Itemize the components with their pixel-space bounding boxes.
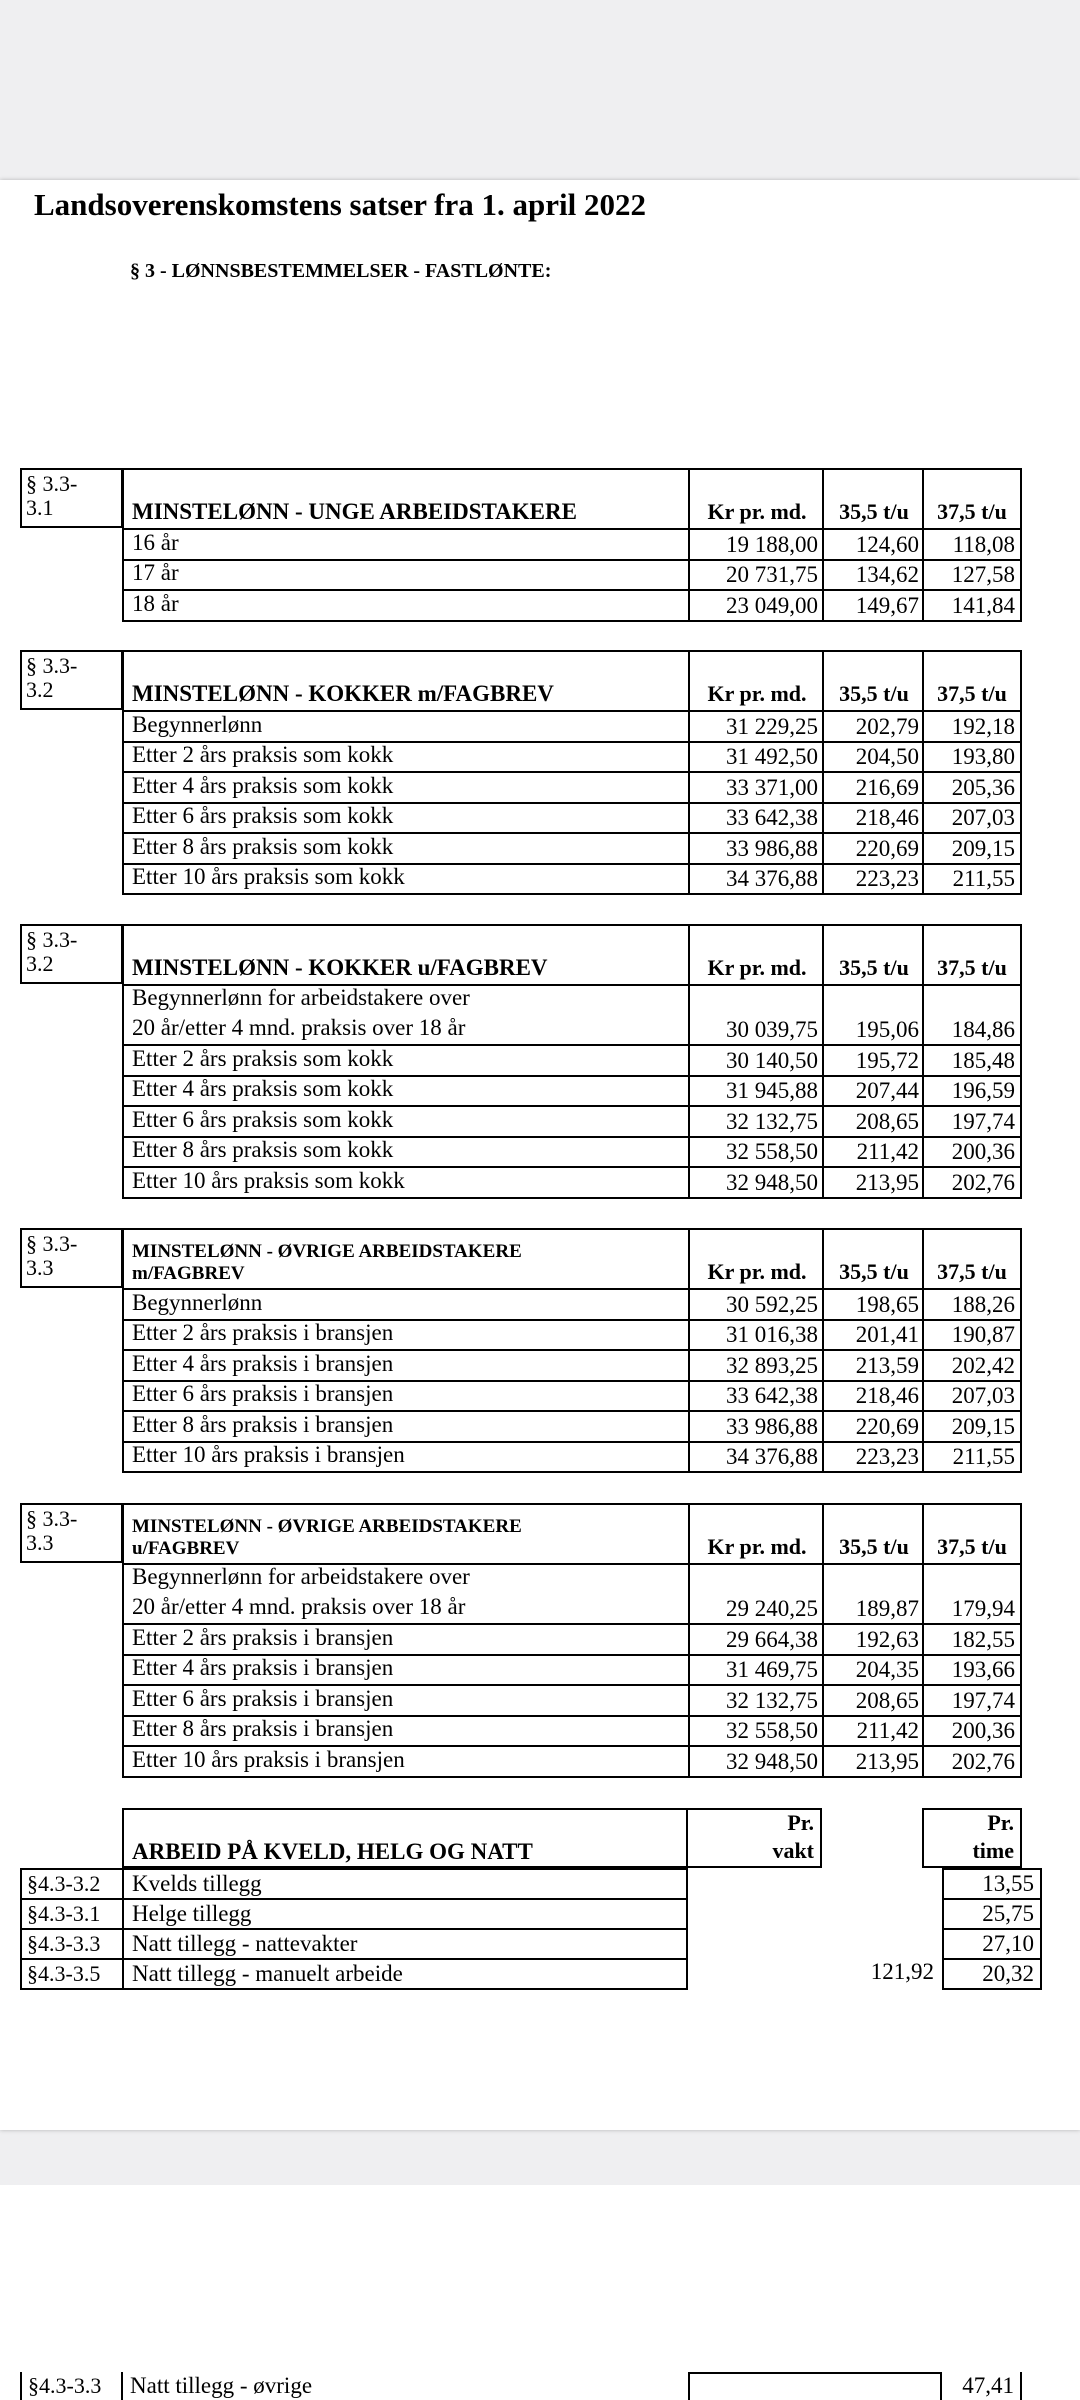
value-month: 32 948,50: [726, 1748, 818, 1774]
value-month: 31 016,38: [726, 1322, 818, 1347]
salary-table: [122, 468, 1022, 622]
night-table-row: [20, 1898, 1034, 1928]
section-number: § 3.3- 3.3: [20, 1503, 123, 1563]
table-header-row: [124, 1230, 1020, 1290]
row-label: Etter 6 års praksis som kokk: [132, 1106, 394, 1132]
row-label: 17 år: [132, 560, 179, 585]
table-row: [124, 1075, 1020, 1108]
value-month: 33 371,00: [726, 774, 818, 800]
value-37-5: 200,36: [951, 1718, 1015, 1743]
value-month: 33 986,88: [726, 1413, 818, 1439]
table-row: [124, 1684, 1020, 1717]
section-number: § 3.3- 3.2: [20, 650, 123, 710]
table-row: [124, 1349, 1020, 1382]
table-header-row: [124, 470, 1020, 530]
value-37-5: 196,59: [951, 1078, 1015, 1103]
table-title: MINSTELØNN - UNGE ARBEIDSTAKERE: [132, 499, 577, 524]
table-row: [124, 528, 1020, 561]
table-row: [124, 1654, 1020, 1687]
value-37-5: 197,74: [951, 1108, 1015, 1134]
value-month: 33 642,38: [726, 805, 818, 830]
col-header-35-5: 35,5 t/u: [839, 955, 909, 980]
value-month: 20 731,75: [726, 562, 818, 587]
value-month: 32 132,75: [726, 1108, 818, 1134]
value-35-5: 204,50: [855, 744, 919, 769]
night-row-per-hour: 20,32: [942, 1958, 1042, 1990]
value-35-5: 198,65: [855, 1291, 919, 1317]
value-35-5: 211,42: [856, 1139, 919, 1164]
row-label: Etter 10 års praksis i bransjen: [132, 1442, 405, 1467]
section-number: § 3.3- 3.1: [20, 468, 123, 528]
section-number: § 3.3- 3.3: [20, 1228, 123, 1288]
night-row-per-hour: 13,55: [942, 1868, 1042, 1898]
row-label: Etter 6 års praksis i bransjen: [132, 1685, 394, 1711]
col-header-35-5: 35,5 t/u: [839, 681, 909, 706]
salary-table: [122, 924, 1022, 1199]
row-label: 16 år: [132, 529, 179, 555]
value-month: 33 642,38: [726, 1383, 818, 1408]
row-label: Begynnerlønn: [132, 711, 263, 737]
table-title: MINSTELØNN - ØVRIGE ARBEIDSTAKERE m/FAGBREV: [132, 1241, 522, 1284]
value-37-5: 179,94: [951, 1596, 1015, 1621]
value-month: 30 592,25: [726, 1291, 818, 1317]
table-header-row: [124, 652, 1020, 712]
row-label: Etter 4 års praksis i bransjen: [132, 1350, 394, 1376]
col-header-35-5: 35,5 t/u: [839, 1534, 909, 1559]
value-month: 29 240,25: [726, 1596, 818, 1621]
night-row-code: §4.3-3.3: [20, 1928, 124, 1958]
value-35-5: 213,59: [855, 1352, 919, 1378]
col-header-37-5: 37,5 t/u: [937, 499, 1007, 524]
value-35-5: 220,69: [855, 1413, 919, 1439]
night-row-per-shift: [688, 1898, 942, 1928]
value-35-5: 195,06: [855, 1017, 919, 1042]
value-37-5: 205,36: [951, 774, 1015, 800]
value-37-5: 190,87: [951, 1322, 1015, 1347]
document-page-2: [0, 2185, 1080, 2400]
col-header-per-shift: Pr. vakt: [772, 1810, 814, 1863]
value-35-5: 216,69: [855, 774, 919, 800]
value-37-5: 209,15: [951, 835, 1015, 861]
row-label: Etter 8 års praksis som kokk: [132, 1137, 394, 1162]
col-header-month: Kr pr. md.: [707, 681, 807, 706]
night-row-per-shift: [688, 1868, 942, 1898]
value-month: 32 558,50: [726, 1139, 818, 1164]
value-37-5: 127,58: [951, 562, 1015, 587]
value-month: 23 049,00: [726, 592, 818, 618]
value-35-5: 218,46: [855, 805, 919, 830]
value-month: 32 558,50: [726, 1718, 818, 1743]
table-row: [124, 1288, 1020, 1321]
col-header-37-5: 37,5 t/u: [937, 1259, 1007, 1284]
night-table-row: [20, 1928, 1034, 1958]
col-header-37-5: 37,5 t/u: [937, 1534, 1007, 1559]
value-month: 33 986,88: [726, 835, 818, 861]
value-35-5: 149,67: [855, 592, 919, 618]
col-header-37-5: 37,5 t/u: [937, 955, 1007, 980]
value-month: 29 664,38: [726, 1626, 818, 1652]
value-37-5: 207,03: [951, 805, 1015, 830]
value-35-5: 207,44: [855, 1078, 919, 1103]
value-month: 34 376,88: [726, 1444, 818, 1469]
night-row-label: Kvelds tillegg: [122, 1868, 688, 1898]
row-label: Etter 6 års praksis i bransjen: [132, 1381, 394, 1406]
table-row: [124, 1410, 1020, 1443]
value-35-5: 213,95: [855, 1169, 919, 1195]
table-row: [124, 984, 1020, 1046]
table-row: [124, 589, 1020, 620]
night-row-per-hour: 25,75: [942, 1898, 1042, 1928]
col-header-35-5: 35,5 t/u: [839, 499, 909, 524]
table-row: [124, 1745, 1020, 1776]
value-37-5: 118,08: [952, 531, 1015, 557]
row-label: Etter 4 års praksis som kokk: [132, 772, 394, 798]
value-37-5: 197,74: [951, 1687, 1015, 1713]
value-35-5: 220,69: [855, 835, 919, 861]
value-37-5: 188,26: [951, 1291, 1015, 1317]
table-row: [124, 559, 1020, 592]
value-month: 34 376,88: [726, 866, 818, 891]
value-37-5: 182,55: [951, 1626, 1015, 1652]
value-month: 31 229,25: [726, 713, 818, 739]
row-label: Begynnerlønn for arbeidstakere over 20 år/etter 4 mnd. praksis over 18 år: [132, 1564, 470, 1619]
table-row: [124, 1136, 1020, 1169]
table-row: [124, 741, 1020, 774]
value-35-5: 134,62: [855, 562, 919, 587]
night-row-label: Natt tillegg - nattevakter: [122, 1928, 688, 1958]
value-month: 30 140,50: [726, 1047, 818, 1073]
col-header-month: Kr pr. md.: [707, 499, 807, 524]
table-row: [124, 1715, 1020, 1748]
col-header-37-5: 37,5 t/u: [937, 681, 1007, 706]
value-37-5: 193,66: [951, 1657, 1015, 1682]
col-header-month: Kr pr. md.: [707, 1259, 807, 1284]
table-title: MINSTELØNN - KOKKER m/FAGBREV: [132, 681, 554, 706]
value-37-5: 184,86: [951, 1017, 1015, 1042]
value-35-5: 192,63: [855, 1626, 919, 1652]
value-37-5: 202,76: [951, 1748, 1015, 1774]
value-35-5: 204,35: [855, 1657, 919, 1682]
table-row: [124, 1319, 1020, 1352]
table-row: [124, 1441, 1020, 1472]
table-row: [124, 710, 1020, 743]
table-row: [124, 832, 1020, 865]
value-35-5: 189,87: [855, 1596, 919, 1621]
value-35-5: 223,23: [855, 1444, 919, 1469]
row-label: Begynnerlønn for arbeidstakere over 20 år/etter 4 mnd. praksis over 18 år: [132, 985, 470, 1040]
row-label: Etter 2 års praksis som kokk: [132, 1045, 394, 1071]
value-35-5: 201,41: [855, 1322, 919, 1347]
value-month: 32 893,25: [726, 1352, 818, 1378]
night-row-per-hour: 27,10: [942, 1928, 1042, 1958]
row-label: Etter 2 års praksis i bransjen: [132, 1624, 394, 1650]
table-row: [124, 1623, 1020, 1656]
value-37-5: 209,15: [951, 1413, 1015, 1439]
row-label: Etter 4 års praksis som kokk: [132, 1076, 394, 1101]
night-table-header: [122, 1808, 1022, 1868]
col-header-35-5: 35,5 t/u: [839, 1259, 909, 1284]
table-title: MINSTELØNN - KOKKER u/FAGBREV: [132, 955, 548, 980]
table-row: [124, 1044, 1020, 1077]
night-row-per-shift: [688, 1928, 942, 1958]
value-37-5: 185,48: [951, 1047, 1015, 1073]
table-row: [124, 1166, 1020, 1197]
row-label: Etter 10 års praksis som kokk: [132, 864, 405, 889]
page2-row: [20, 2372, 1022, 2400]
value-37-5: 207,03: [951, 1383, 1015, 1408]
row-label: Etter 2 års praksis som kokk: [132, 742, 394, 767]
page2-row-label: Natt tillegg - øvrige: [130, 2373, 313, 2398]
section-number: § 3.3- 3.2: [20, 924, 123, 984]
value-37-5: 211,55: [952, 1444, 1015, 1469]
row-label: Etter 8 års praksis som kokk: [132, 833, 394, 859]
col-header-month: Kr pr. md.: [707, 955, 807, 980]
night-row-code: §4.3-3.2: [20, 1868, 124, 1898]
row-label: 18 år: [132, 590, 179, 616]
table-row: [124, 1380, 1020, 1413]
value-37-5: 202,76: [951, 1169, 1015, 1195]
viewer-background-top: [0, 0, 1080, 180]
row-label: Etter 6 års praksis som kokk: [132, 803, 394, 828]
night-table-row: [20, 1868, 1034, 1898]
row-label: Etter 2 års praksis i bransjen: [132, 1320, 394, 1345]
row-label: Etter 10 års praksis i bransjen: [132, 1746, 405, 1772]
value-35-5: 213,95: [855, 1748, 919, 1774]
value-35-5: 208,65: [855, 1108, 919, 1134]
table-title: MINSTELØNN - ØVRIGE ARBEIDSTAKERE u/FAGBREV: [132, 1516, 522, 1559]
value-37-5: 141,84: [951, 592, 1015, 618]
table-row: [124, 1563, 1020, 1625]
night-row-per-shift: 121,92: [870, 1959, 934, 1984]
document-title: Landsoverenskomstens satser fra 1. april 2022: [34, 187, 646, 222]
value-37-5: 193,80: [951, 744, 1015, 769]
section-heading: § 3 - LØNNSBESTEMMELSER - FASTLØNTE:: [130, 260, 552, 282]
value-month: 30 039,75: [726, 1017, 818, 1042]
table-row: [124, 863, 1020, 894]
value-37-5: 192,18: [951, 713, 1015, 739]
night-row-label: Helge tillegg: [122, 1898, 688, 1928]
page2-row-time: 47,41: [962, 2373, 1014, 2398]
col-header-per-hour: Pr. time: [972, 1810, 1014, 1863]
salary-table: [122, 650, 1022, 895]
night-row-code: §4.3-3.1: [20, 1898, 124, 1928]
page2-row-code: §4.3-3.3: [28, 2373, 102, 2398]
row-label: Etter 8 års praksis i bransjen: [132, 1716, 394, 1741]
row-label: Etter 4 års praksis i bransjen: [132, 1655, 394, 1680]
night-table-title: ARBEID PÅ KVELD, HELG OG NATT: [132, 1839, 533, 1864]
value-37-5: 202,42: [951, 1352, 1015, 1378]
value-35-5: 208,65: [855, 1687, 919, 1713]
value-37-5: 211,55: [952, 866, 1015, 891]
value-35-5: 218,46: [855, 1383, 919, 1408]
value-35-5: 195,72: [855, 1047, 919, 1073]
table-row: [124, 802, 1020, 835]
salary-table: [122, 1503, 1022, 1778]
value-month: 32 948,50: [726, 1169, 818, 1195]
table-row: [124, 1105, 1020, 1138]
value-37-5: 200,36: [951, 1139, 1015, 1164]
value-35-5: 211,42: [856, 1718, 919, 1743]
value-month: 19 188,00: [726, 531, 818, 557]
night-table-row: [20, 1958, 1034, 1988]
col-header-month: Kr pr. md.: [707, 1534, 807, 1559]
value-month: 32 132,75: [726, 1687, 818, 1713]
value-month: 31 492,50: [726, 744, 818, 769]
value-35-5: 223,23: [855, 866, 919, 891]
table-header-row: [124, 1505, 1020, 1565]
value-month: 31 469,75: [726, 1657, 818, 1682]
night-row-code: §4.3-3.5: [20, 1958, 124, 1990]
salary-table: [122, 1228, 1022, 1473]
night-row-label: Natt tillegg - manuelt arbeide: [122, 1958, 688, 1990]
value-35-5: 124,60: [855, 531, 919, 557]
row-label: Etter 8 års praksis i bransjen: [132, 1411, 394, 1437]
row-label: Etter 10 års praksis som kokk: [132, 1167, 405, 1193]
table-header-row: [124, 926, 1020, 986]
value-month: 31 945,88: [726, 1078, 818, 1103]
table-row: [124, 771, 1020, 804]
row-label: Begynnerlønn: [132, 1289, 263, 1315]
value-35-5: 202,79: [855, 713, 919, 739]
